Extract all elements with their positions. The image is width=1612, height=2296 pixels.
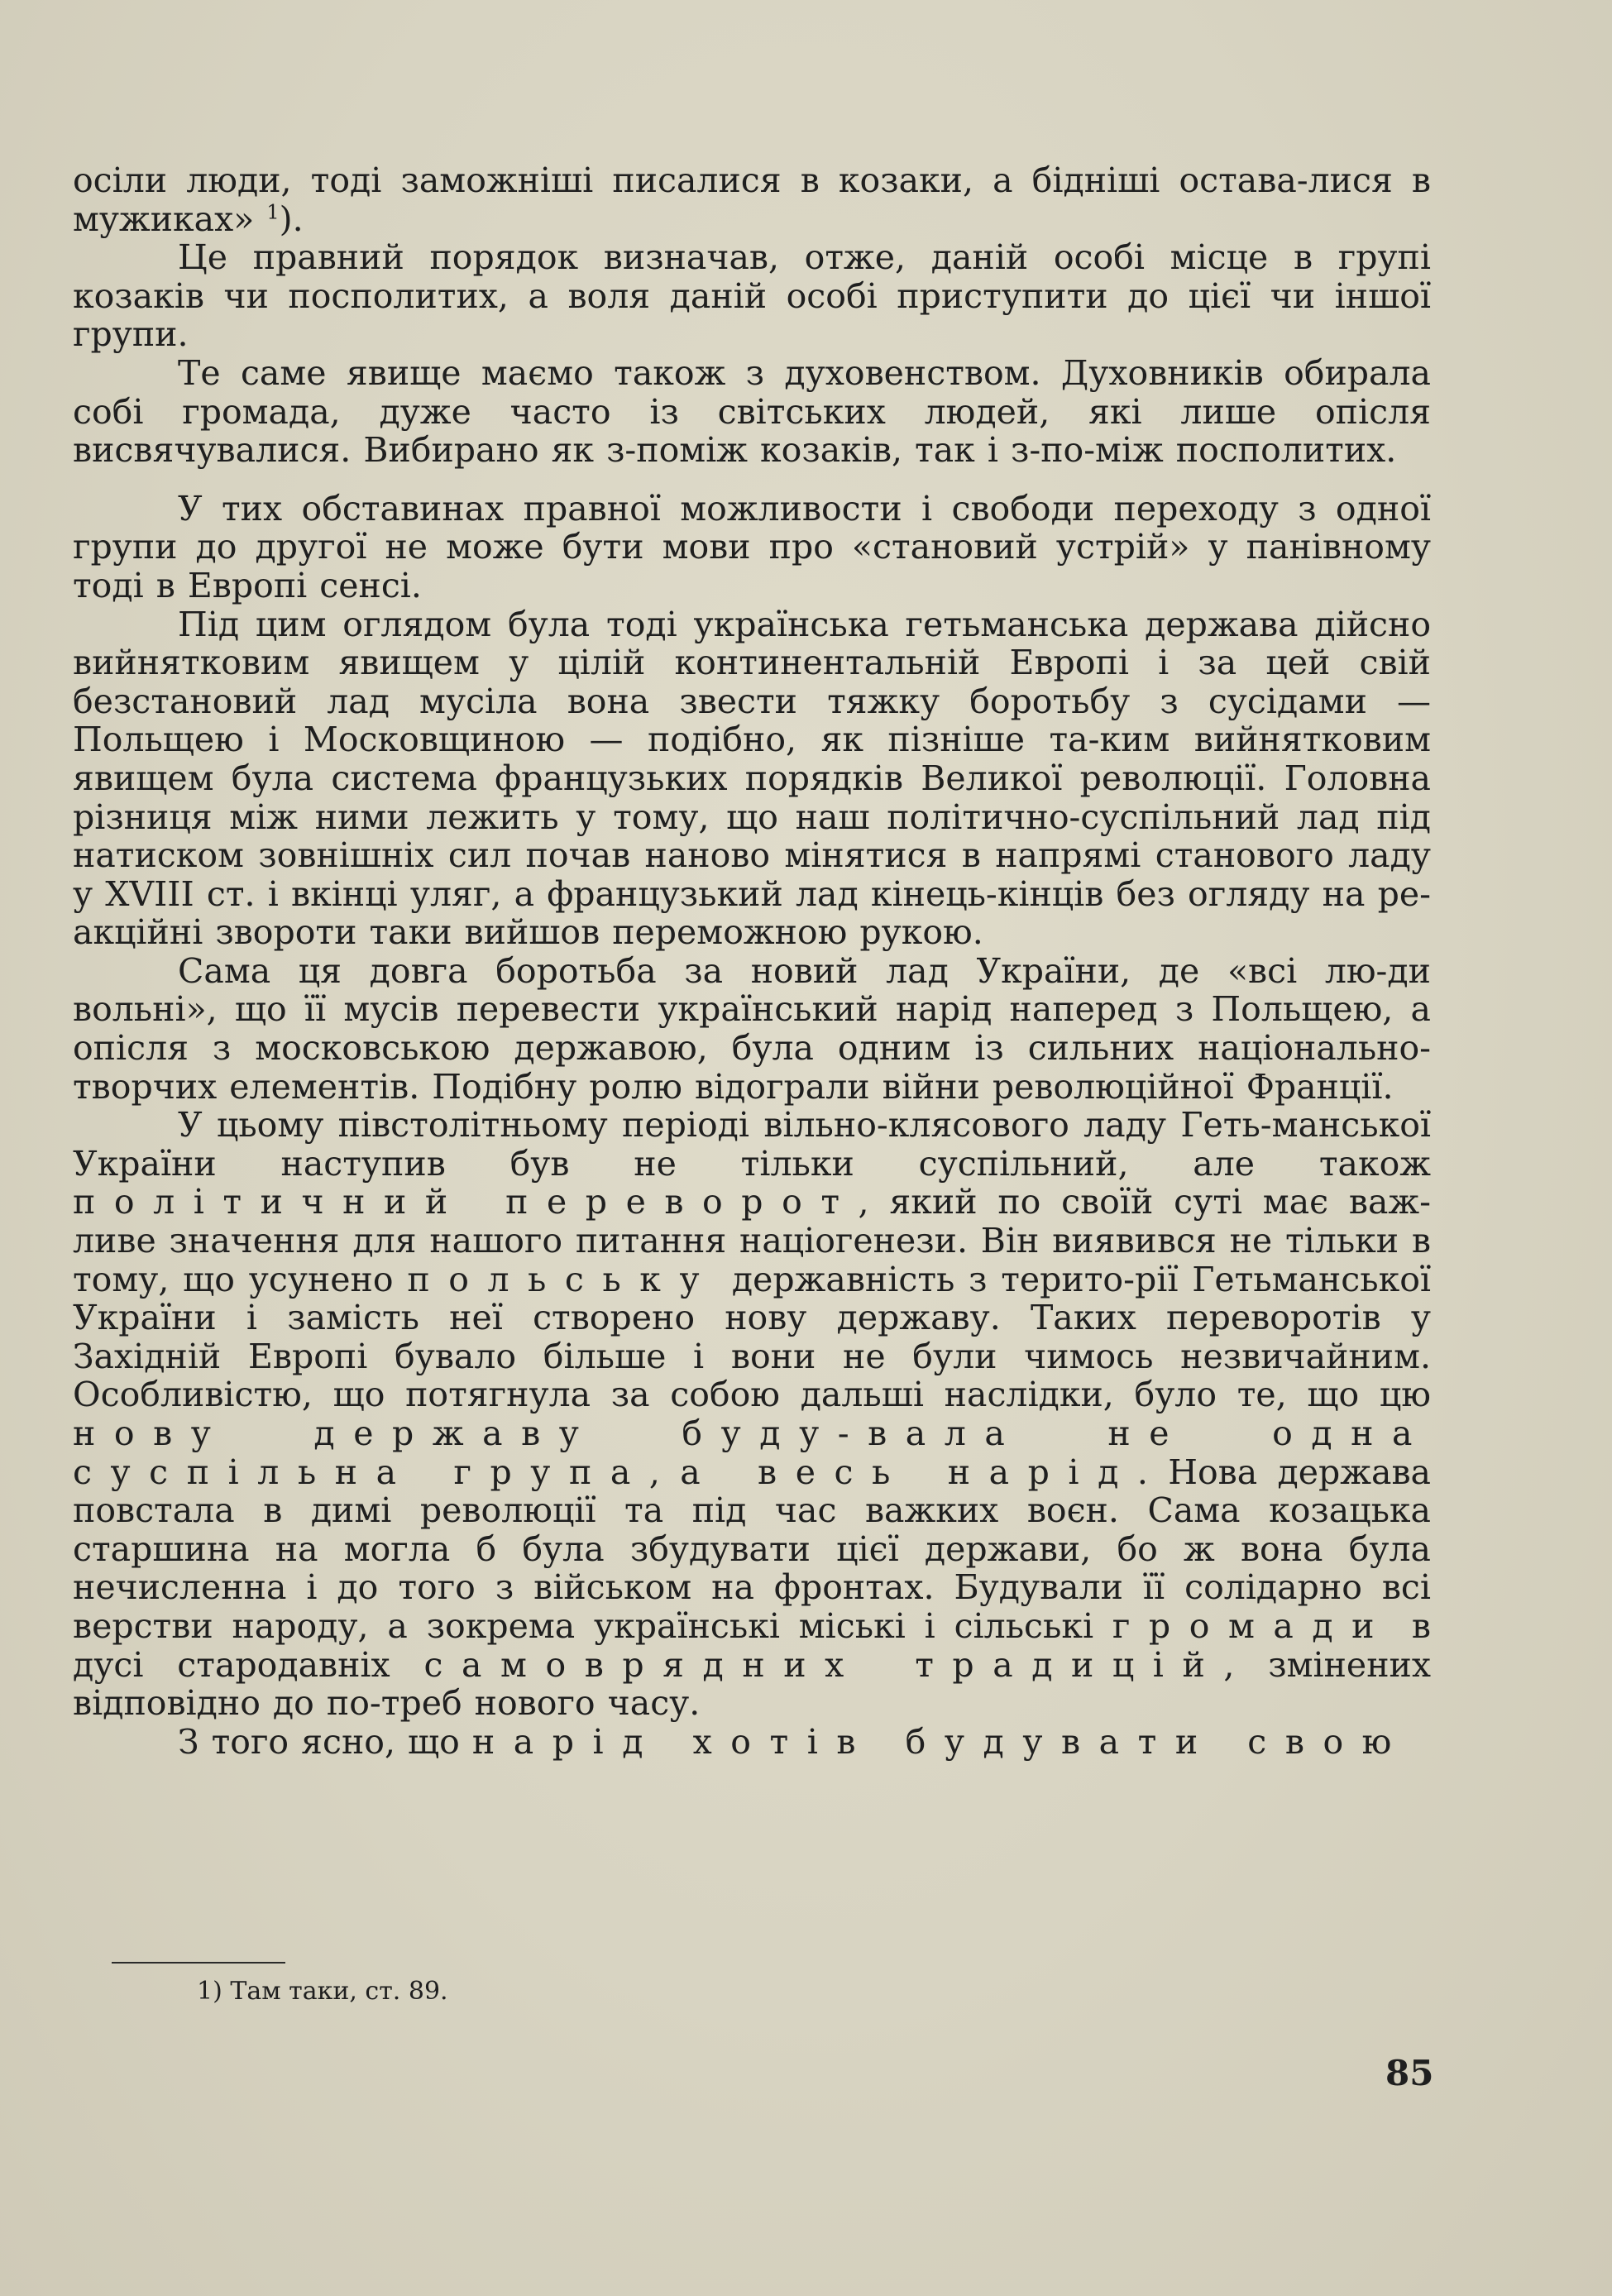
spaced-emphasis-text: самоврядних традицій <box>423 1644 1224 1685</box>
paragraph-text: . Нова держава повстала в димі революції та під час важких воєн. Сама козацька старшина на могла б була збудувати цієї держави, бо ж вона була нечисленна і до того з військом на фронтах. Будували її солідарно всі верстви народу, а зокрема українські міські і сільські <box>73 1452 1431 1646</box>
paragraph-text: Те саме явище маємо також з духовенством. Духовників обирала собі громада, дуже часто із світських людей, які лише опісля висвячувалися. Вибирано як з-поміж козаків, так і з-по-між посполитих. <box>73 352 1431 471</box>
paragraph <box>73 161 1431 238</box>
paragraph-text: ). <box>279 199 304 239</box>
paragraph <box>73 1723 1431 1762</box>
paragraph-text: З того ясно, що <box>178 1721 472 1762</box>
paragraph-text: Сама ця довга боротьба за новий лад України, де «всі лю-ди вольні», що її мусів перевести український нарід наперед з Польщею, а опісля з московською державою, була одним із сильних національно-творчих елементів. Подібну ролю відограли війни революційної Франції. <box>73 950 1431 1107</box>
paragraph-text: , який по своїй суті має важ-ливе значення для нашого питання націогенези. Він виявився не тільки в тому, що усунено <box>73 1182 1431 1299</box>
paragraph-text: в дусі стародавніх <box>73 1605 1431 1685</box>
footnote-divider <box>112 1962 285 1964</box>
footnote-reference: 1 <box>266 199 280 223</box>
spaced-emphasis-text: нарід хотів будувати свою <box>471 1721 1410 1762</box>
paragraph-text: державність з терито-рії Гетьманської України і замість неї створено нову державу. Таких переворотів у Західній Европі бувало більше і вони не були чимось незвичайним. Особливістю, що потягнула за собою дальші наслідки, було те, що цю <box>73 1259 1431 1415</box>
paragraph <box>73 238 1431 354</box>
paragraph-text: осіли люди, тоді заможніші писалися в козаки, а бідніші остава-лися в мужиках» <box>73 160 1431 239</box>
paragraph <box>73 354 1431 470</box>
spaced-emphasis-text: польську <box>407 1259 719 1299</box>
page-number: 85 <box>1385 2053 1434 2093</box>
paragraph-text: , <box>648 1452 681 1492</box>
paragraph <box>73 490 1431 605</box>
spaced-emphasis-text: а весь нарід <box>680 1452 1137 1492</box>
spaced-emphasis-text: нову державу буду-вала не одна суспільна група <box>73 1413 1431 1492</box>
paragraph-text: , змінених відповідно до по-треб нового часу. <box>73 1644 1431 1724</box>
paragraph-text: Це правний порядок визначав, отже, даній особі місце в групі козаків чи посполитих, а воля даній особі приступити до цієї чи іншої групи. <box>73 237 1431 355</box>
paragraph-text: У цьому півстолітньому періоді вільно-клясового ладу Геть-манської України наступив був не тільки суспільний, але також <box>73 1105 1431 1184</box>
paragraph <box>73 1106 1431 1723</box>
spaced-emphasis-text: громади <box>1112 1605 1394 1646</box>
main-text <box>73 161 1431 1761</box>
spaced-emphasis-text: політичний переворот <box>73 1182 859 1222</box>
footnote: 1) Там таки, ст. 89. <box>197 1977 448 2006</box>
paragraph <box>73 952 1431 1106</box>
paragraph-text: У тих обставинах правної можливости і свободи переходу з одної групи до другої не може бути мови про «становий устрій» у панівному тоді в Европі сенсі. <box>73 488 1431 605</box>
paragraph <box>73 605 1431 952</box>
paragraph-text: Під цим оглядом була тоді українська гетьманська держава дійсно вийнятковим явищем у цілій континентальній Европі і за цей свій безстановий лад мусіла вона звести тяжку боротьбу з сусідами — Польщею і Московщиною — подібно, як пізніше та-ким вийнятковим явищем була система французьких порядків Великої революції. Головна різниця між ними лежить у тому, що наш політично-суспільний лад під натиском зовнішніх сил почав наново мінятися в напрямі станового ладу у XVIII ст. і вкінці уляг, а французький лад кінець-кінців без огляду на ре-акційні звороти таки вийшов переможною рукою. <box>73 604 1431 953</box>
